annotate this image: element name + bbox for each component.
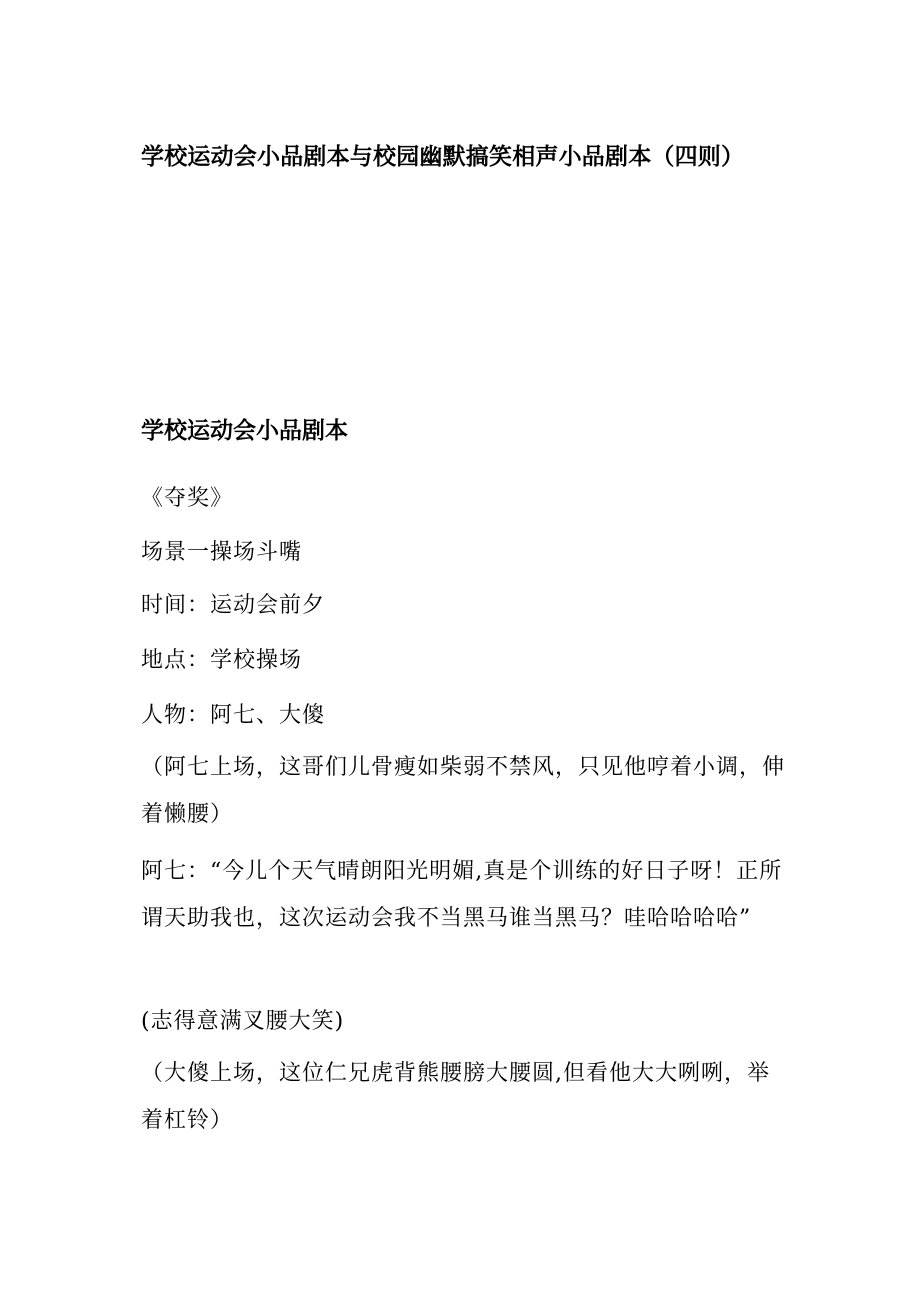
- section-heading: 学校运动会小品剧本: [141, 418, 348, 444]
- stage-direction-laugh: (志得意满叉腰大笑): [141, 1009, 345, 1034]
- scene-line: 场景一操场斗嘴: [141, 540, 303, 565]
- document-title: 学校运动会小品剧本与校园幽默搞笑相声小品剧本（四则）: [141, 144, 745, 170]
- stage-direction-aqi-enters: （阿七上场，这哥们儿骨瘦如柴弱不禁风，只见他哼着小调，伸着懒腰）: [141, 755, 786, 827]
- script-title: 《夺奖》: [141, 486, 234, 511]
- dialogue-aqi: 阿七：“今儿个天气晴朗阳光明媚,真是个训练的好日子呀！正所谓天助我也，这次运动会我不当黑马谁当黑马？哇哈哈哈哈”: [141, 859, 783, 931]
- characters-line: 人物：阿七、大傻: [141, 703, 326, 728]
- stage-direction-dasha-enters: （大傻上场，这位仁兄虎背熊腰膀大腰圆,但看他大大咧咧，举着杠铃）: [141, 1061, 770, 1133]
- time-line: 时间：运动会前夕: [141, 593, 326, 618]
- place-line: 地点：学校操场: [141, 648, 303, 673]
